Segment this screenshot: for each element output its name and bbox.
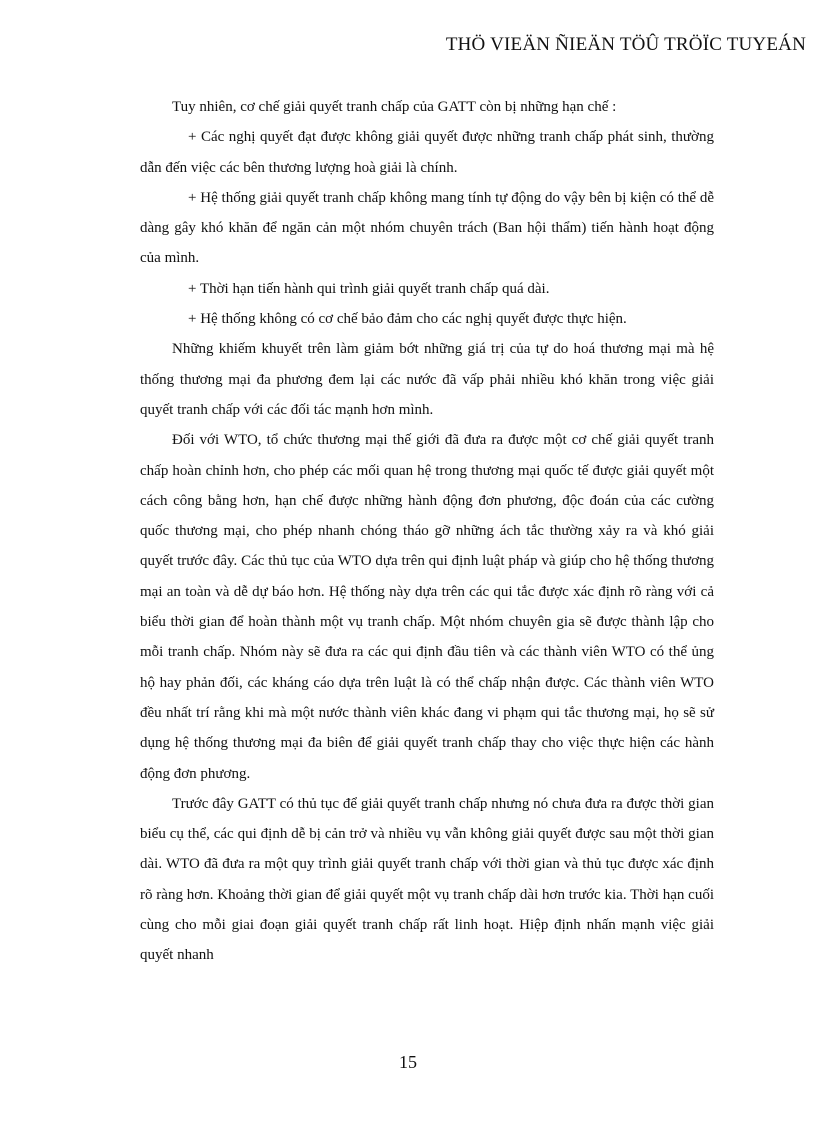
paragraph: Những khiếm khuyết trên làm giảm bớt những giá trị của tự do hoá thương mại mà hệ thống thương mại đa phương đem lại các nước đã vấp phải nhiều khó khăn trong việc giải quyết tranh chấp với các đối tác mạnh hơn mình. xyxy=(140,341,714,418)
paragraph: Tuy nhiên, cơ chế giải quyết tranh chấp của GATT còn bị những hạn chế : xyxy=(172,99,617,115)
body-text xyxy=(140,92,714,971)
bullet-item: + Hệ thống giải quyết tranh chấp không mang tính tự động do vậy bên bị kiện có thể dễ dàng gây khó khăn để ngăn cản một nhóm chuyên trách (Ban hội thẩm) tiến hành hoạt động của mình. xyxy=(140,189,714,267)
bullet-item: + Các nghị quyết đạt được không giải quyết được những tranh chấp phát sinh, thường dẫn đến việc các bên thương lượng hoà giải là chính. xyxy=(140,129,714,176)
paragraph: Đối với WTO, tổ chức thương mại thế giới đã đưa ra được một cơ chế giải quyết tranh chấp hoàn chỉnh hơn, cho phép các mối quan hệ trong thương mại quốc tế được giải quyết một cách công bằng hơn, hạn chế được những hành động đơn phương, độc đoán của các cường quốc thương mại, cho phép nhanh chóng tháo gỡ những ách tắc thường xảy ra và khó giải quyết trước đây. Các thủ tục của WTO dựa trên qui định luật pháp và giúp cho hệ thống thương mại an toàn và dễ dự báo hơn. Hệ thống này dựa trên các qui tắc được xác định rõ ràng với cả biểu thời gian để hoàn thành một vụ tranh chấp. Một nhóm chuyên gia sẽ được thành lập cho mỗi tranh chấp. Nhóm này sẽ đưa ra các qui định đầu tiên và các thành viên WTO có thể ủng hộ hay phản đối, các kháng cáo dựa trên luật là có thể chấp nhận được. Các thành viên WTO đều nhất trí rằng khi mà một nước thành viên khác đang vi phạm qui tắc thương mại, họ sẽ sử dụng hệ thống thương mại đa biên để giải quyết tranh chấp thay cho việc thực hiện các hành động đơn phương. xyxy=(140,432,714,782)
bullet-item: + Hệ thống không có cơ chế bảo đảm cho các nghị quyết được thực hiện. xyxy=(188,311,627,328)
paragraph: Trước đây GATT có thủ tục để giải quyết tranh chấp nhưng nó chưa đưa ra được thời gian biểu cụ thể, các qui định dễ bị cản trở và nhiều vụ vẫn không giải quyết được sau một thời gian dài. WTO đã đưa ra một quy trình giải quyết tranh chấp với thời gian và thủ tục được xác định rõ ràng hơn. Khoảng thời gian để giải quyết một vụ tranh chấp dài hơn trước kia. Thời hạn cuối cùng cho mỗi giai đoạn giải quyết tranh chấp rất linh hoạt. Hiệp định nhấn mạnh việc giải quyết nhanh xyxy=(140,795,714,964)
page-number: 15 xyxy=(399,1052,417,1072)
bullet-item: + Thời hạn tiến hành qui trình giải quyết tranh chấp quá dài. xyxy=(188,280,550,297)
running-header: THÖ VIEÄN ÑIEÄN TÖÛ TRÖÏC TUYEÁN xyxy=(445,34,806,55)
